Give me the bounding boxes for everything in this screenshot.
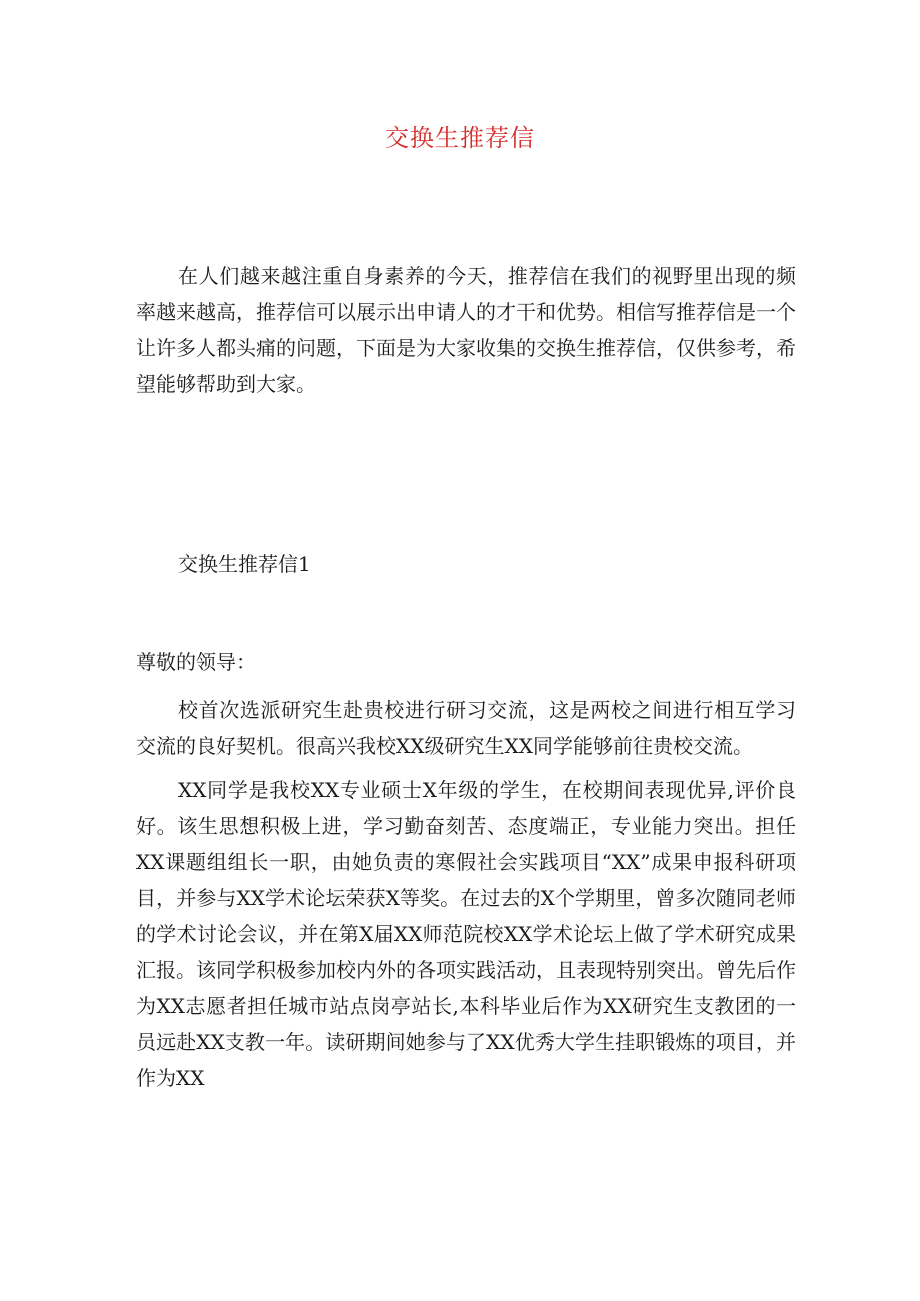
body-paragraph-1: 校首次选派研究生赴贵校进行研习交流，这是两校之间进行相互学习交流的良好契机。很高兴我校XX级研究生XX同学能够前往贵校交流。 bbox=[136, 698, 796, 758]
section-heading: 交换生推荐信1 bbox=[178, 552, 311, 576]
salutation: 尊敬的领导： bbox=[136, 650, 256, 674]
document-title: 交换生推荐信 bbox=[385, 124, 535, 152]
body-paragraph-2: XX同学是我校XX专业硕士X年级的学生，在校期间表现优异,评价良好。该生思想积极上进，学习勤奋刻苦、态度端正，专业能力突出。担任XX课题组组长一职，由她负责的寒假社会实践项目“XX”成果申报科研项目，并参与XX学术论坛荣获X等奖。在过去的X个学期里，曾多次随同老师的学术讨论会议，并在第X届XX师范院校XX学术论坛上做了学术研究成果汇报。该同学积极参加校内外的各项实践活动，且表现特别突出。曾先后作为XX志愿者担任城市站点岗亭站长,本科毕业后作为XX研究生支教团的一员远赴XX支教一年。读研期间她参与了XX优秀大学生挂职锻炼的项目，并作为XX bbox=[136, 778, 796, 1090]
intro-paragraph: 在人们越来越注重自身素养的今天，推荐信在我们的视野里出现的频率越来越高，推荐信可以展示出申请人的才干和优势。相信写推荐信是一个让许多人都头痛的问题，下面是为大家收集的交换生推荐信，仅供参考，希望能够帮助到大家。 bbox=[136, 264, 796, 396]
intro-section bbox=[136, 258, 796, 402]
letter-body bbox=[136, 692, 796, 1104]
